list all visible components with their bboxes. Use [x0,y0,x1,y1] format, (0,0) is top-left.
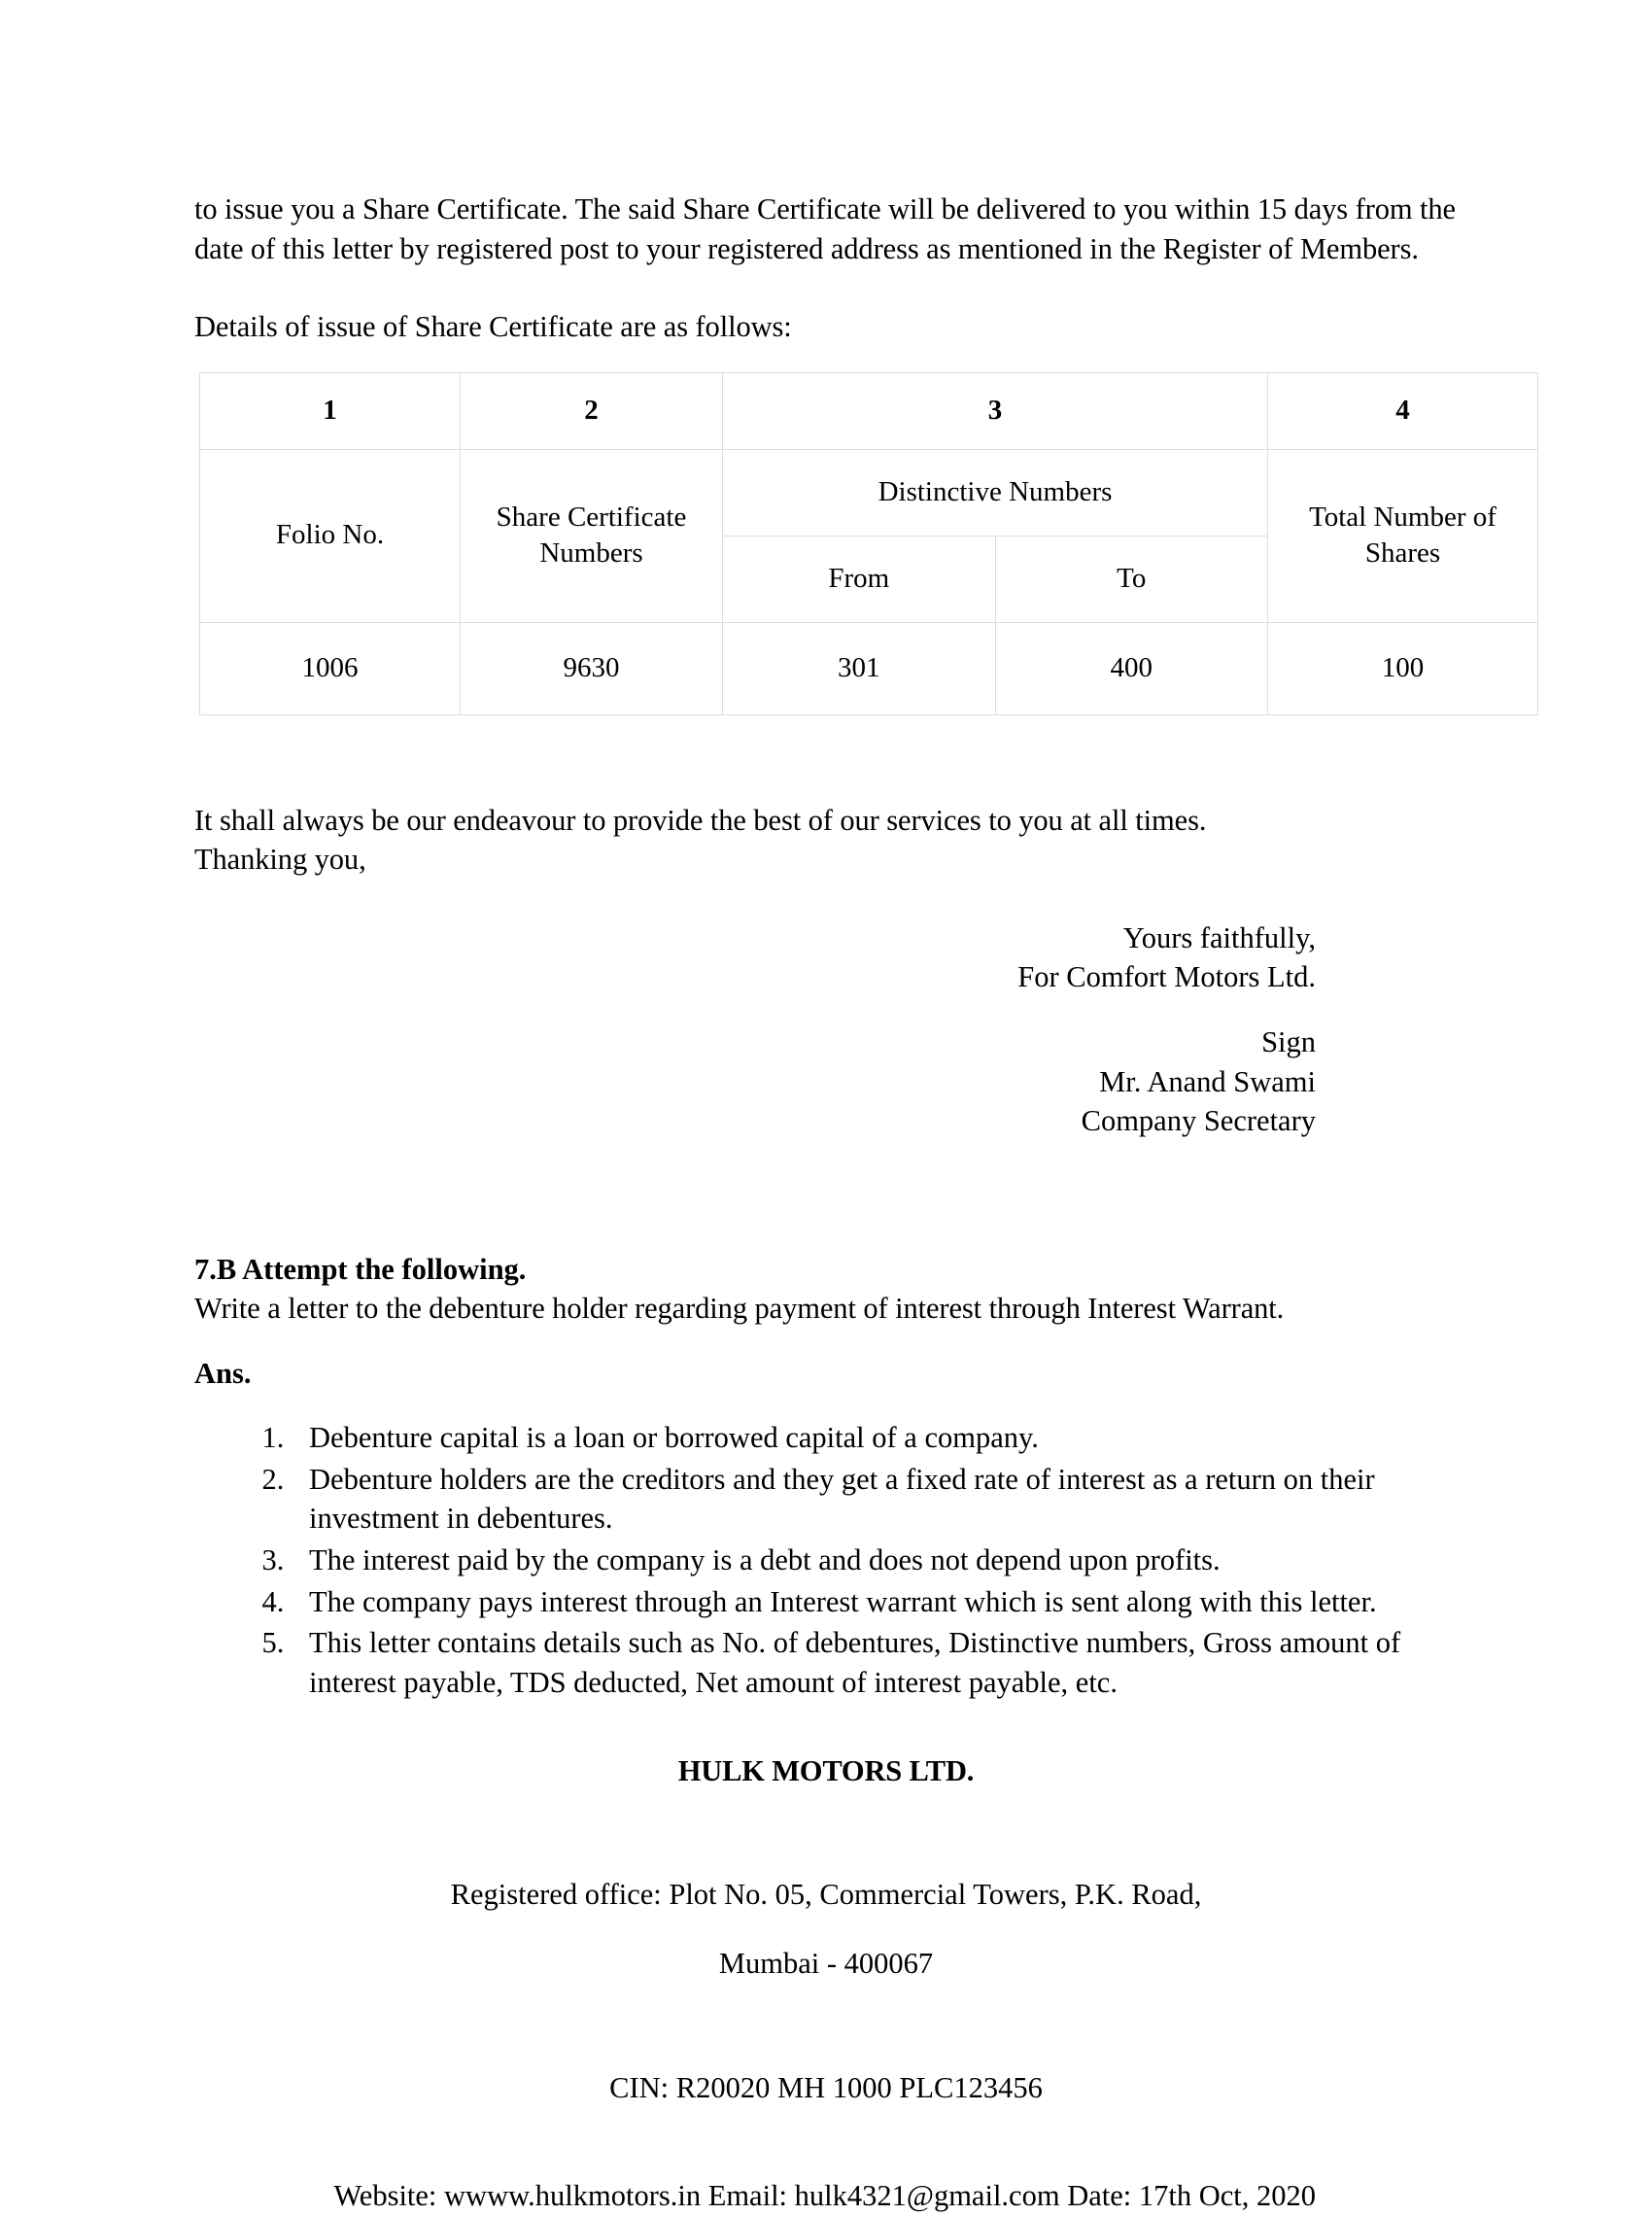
registered-office-line-2: Mumbai - 400067 [718,1947,934,1981]
signature-block [194,918,1458,1141]
spacer [194,1820,1458,1846]
spacer [194,347,1458,372]
answer-label: Ans. [194,1356,252,1390]
yours-faithfully-text: Yours faithfully, [1122,920,1316,954]
cell-share-certificate-numbers: 9630 [461,622,723,714]
cell-folio-no: 1006 [200,622,461,714]
spacer [194,2137,1458,2176]
spacer [194,997,1316,1022]
table-row-column-numbers [200,372,1538,449]
table-row-header-labels [200,449,1538,536]
signatory-name: Mr. Anand Swami [1099,1064,1316,1098]
closing-paragraph-line-2: Thanking you, [194,843,366,877]
cin-number: CIN: R20020 MH 1000 PLC123456 [609,2070,1043,2104]
spacer [194,1704,1458,1721]
spacer [194,1329,1458,1354]
for-company-text: For Comfort Motors Ltd. [1017,960,1316,994]
spacer [194,2013,1458,2038]
column-number-1: 1 [200,372,461,449]
header-to: To [995,536,1268,622]
spacer [194,1227,1458,1250]
header-distinctive-numbers: Distinctive Numbers [723,449,1268,536]
column-number-3: 3 [723,372,1268,449]
signatory-title: Company Secretary [1081,1104,1316,1138]
closing-paragraph-line-1: It shall always be our endeavour to provide the best of our services to you at all times. [194,803,1207,837]
table-lead-in-text: Details of issue of Share Certificate are as follows: [194,310,792,344]
intro-paragraph: to issue you a Share Certificate. The said Share Certificate will be delivered to you within 15 days from the date of this letter by registered post to your registered address as mentioned in the Register of Members. [194,192,1456,265]
answer-points-list [194,1418,1458,1702]
spacer [194,880,1458,918]
spacer [194,268,1458,307]
header-from: From [723,536,996,622]
list-item: 3. The interest paid by the company is a debt and does not depend upon profits. [292,1541,1458,1580]
table-row [200,622,1538,714]
document-content [194,190,1497,2216]
date-text: Date: 17th Oct, 2020 [1067,2179,1316,2212]
contact-block [194,2176,1458,2216]
header-share-certificate-numbers: Share Certificate Numbers [461,449,723,622]
column-number-2: 2 [461,372,723,449]
list-item: 4. The company pays interest through an Interest warrant which is sent along with this letter. [292,1582,1458,1622]
spacer [194,715,1458,801]
website-text: Website: wwww.hulkmotors.in [333,2179,702,2212]
spacer [194,1393,1458,1418]
list-item: 1. Debenture capital is a loan or borrowed capital of a company. [292,1418,1458,1458]
header-folio-no: Folio No. [200,449,461,622]
cell-total-number-of-shares: 100 [1268,622,1538,714]
share-certificate-table [199,372,1538,715]
cell-to: 400 [995,622,1268,714]
question-heading: 7.B Attempt the following. [194,1252,527,1286]
column-number-4: 4 [1268,372,1538,449]
registered-office-line-1: Registered office: Plot No. 05, Commercial Towers, P.K. Road, [450,1878,1202,1912]
email-text: Email: hulk4321@gmail.com [707,2179,1060,2212]
letterhead-company-name: HULK MOTORS LTD. [677,1753,975,1787]
spacer [194,1141,1458,1227]
sign-text: Sign [1261,1024,1316,1058]
list-item: 5. This letter contains details such as No. of debentures, Distinctive numbers, Gross amount of interest payable, TDS deducted, Net amount of interest payable, etc. [292,1623,1458,1702]
cell-from: 301 [723,622,996,714]
list-item: 2. Debenture holders are the creditors and they get a fixed rate of interest as a return on their investment in debentures. [292,1460,1458,1539]
header-total-number-of-shares: Total Number of Shares [1268,449,1538,622]
question-text: Write a letter to the debenture holder regarding payment of interest through Interest Warrant. [194,1292,1285,1326]
